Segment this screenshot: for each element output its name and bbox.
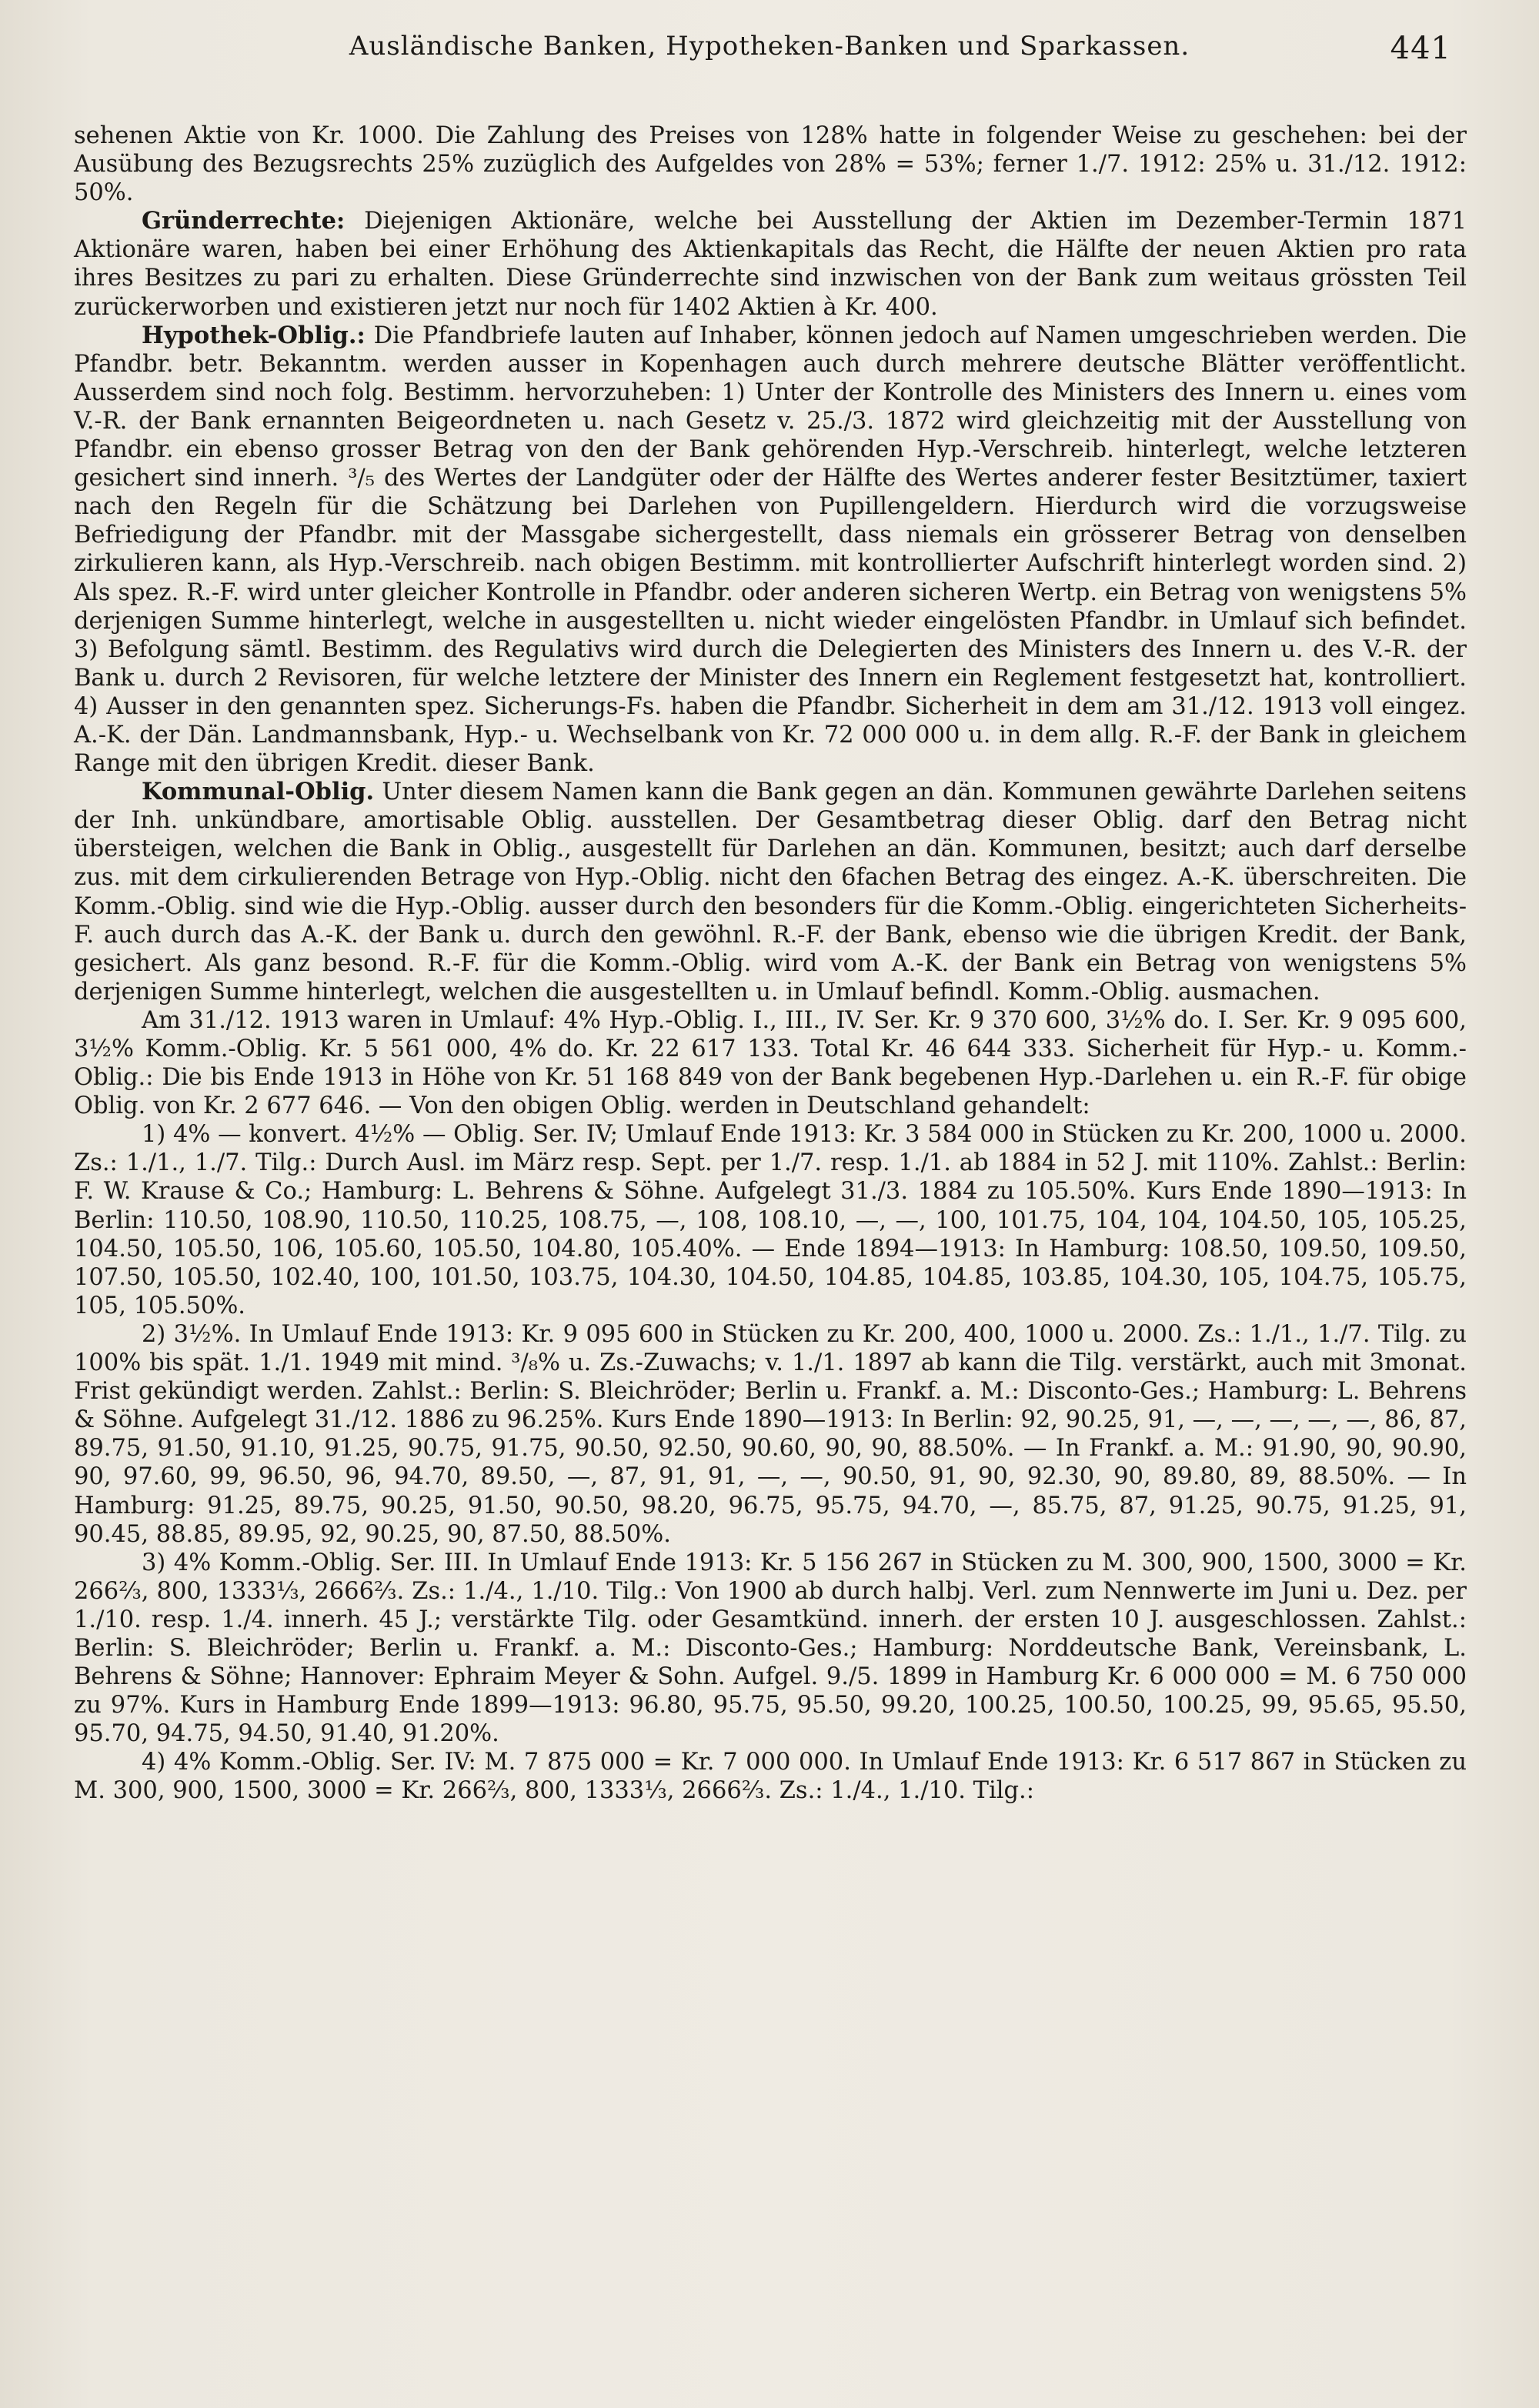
section-heading: Hypothek-Oblig.: <box>142 321 366 349</box>
section-heading: Gründerrechte: <box>142 207 346 235</box>
paragraph-three-half-percent <box>74 1320 1467 1549</box>
paragraph-text: 3) 4% Komm.-Oblig. Ser. III. In Umlauf Ende 1913: Kr. 5 156 267 in Stücken zu M. 300, 900, 1500, 3000 = Kr. 266⅔, 800, 1333⅓, 2666⅔. Zs.: 1./4., 1./10. Tilg.: Von 1900 ab durch halbj. Verl. zum Nennwerte im Juni u. Dez. per 1./10. resp. 1./4. innerh. 45 J.; verstärkte Tilg. oder Gesamtkünd. innerh. der ersten 10 J. ausgeschlossen. Zahlst.: Berlin: S. Bleichröder; Berlin u. Frankf. a. M.: Disconto-Ges.; Hamburg: Norddeutsche Bank, Vereinsbank, L. Behrens & Söhne; Hannover: Ephraim Meyer & Sohn. Aufgel. 9./5. 1899 in Hamburg Kr. 6 000 000 = M. 6 750 000 zu 97%. Kurs in Hamburg Ende 1899—1913: 96.80, 95.75, 95.50, 99.20, 100.25, 100.50, 100.25, 99, 95.65, 95.50, 95.70, 94.75, 94.50, 91.40, 91.20%. <box>74 1549 1467 1748</box>
section-heading: Kommunal-Oblig. <box>142 778 375 806</box>
paragraph-founder-rights <box>74 207 1467 321</box>
paragraph-text: sehenen Aktie von Kr. 1000. Die Zahlung des Preises von 128% hatte in folgender Weise zu geschehen: bei der Ausübung des Bezugsrechts 25% zuzüglich des Aufgeldes von 28% = 53%; ferner 1./7. 1912: 25% u. 31./12. 1912: 50%. <box>74 122 1467 207</box>
paragraph-text: 1) 4% — konvert. 4½% — Oblig. Ser. IV; Umlauf Ende 1913: Kr. 3 584 000 in Stücken zu Kr. 200, 1000 u. 2000. Zs.: 1./1., 1./7. Tilg.: Durch Ausl. im März resp. Sept. per 1./7. resp. 1./1. ab 1884 in 52 J. mit 110%. Zahlst.: Berlin: F. W. Krause & Co.; Hamburg: L. Behrens & Söhne. Aufgelegt 31./3. 1884 zu 105.50%. Kurs Ende 1890—1913: In Berlin: 110.50, 108.90, 110.50, 110.25, 108.75, —, 108, 108.10, —, —, 100, 101.75, 104, 104, 104.50, 105, 105.25, 104.50, 105.50, 106, 105.60, 105.50, 104.80, 105.40%. — Ende 1894—1913: In Hamburg: 108.50, 109.50, 109.50, 107.50, 105.50, 102.40, 100, 101.50, 103.75, 104.30, 104.50, 104.85, 104.85, 103.85, 104.30, 105, 104.75, 105.75, 105, 105.50%. <box>74 1121 1467 1319</box>
paragraph-circulation <box>74 1006 1467 1120</box>
paragraph-text: Diejenigen Aktionäre, welche bei Ausstellung der Aktien im Dezember-Termin 1871 Aktionäre waren, haben bei einer Erhöhung des Aktienkapitals das Recht, die Hälfte der neuen Aktien pro rata ihres Besitzes zu pari zu erhalten. Diese Gründerrechte sind inzwischen von der Bank zum weitaus grössten Teil zurückerworben und existieren jetzt nur noch für 1402 Aktien à Kr. 400. <box>74 208 1467 321</box>
paragraph-share-price <box>74 122 1467 207</box>
paragraph-mortgage-bonds <box>74 322 1467 779</box>
paragraph-komm-series-iii <box>74 1549 1467 1749</box>
paragraph-text: Am 31./12. 1913 waren in Umlauf: 4% Hyp.-Oblig. I., III., IV. Ser. Kr. 9 370 600, 3½% do. I. Ser. Kr. 9 095 600, 3½% Komm.-Oblig. Kr. 5 561 000, 4% do. Kr. 22 617 133. Total Kr. 46 644 333. Sicherheit für Hyp.- u. Komm.-Oblig.: Die bis Ende 1913 in Höhe von Kr. 51 168 849 von der Bank begebenen Hyp.-Darlehen u. ein R.-F. für obige Oblig. von Kr. 2 677 646. — Von den obigen Oblig. werden in Deutschland gehandelt: <box>74 1006 1467 1120</box>
running-title: Ausländische Banken, Hypotheken-Banken und Sparkassen. <box>349 31 1190 62</box>
paragraph-text: 4) 4% Komm.-Oblig. Ser. IV: M. 7 875 000 = Kr. 7 000 000. In Umlauf Ende 1913: Kr. 6 517 867 in Stücken zu M. 300, 900, 1500, 3000 = Kr. 266⅔, 800, 1333⅓, 2666⅔. Zs.: 1./4., 1./10. Tilg.: <box>74 1749 1467 1805</box>
paragraph-municipal-bonds <box>74 778 1467 1006</box>
running-header <box>46 31 1493 77</box>
body-text <box>74 122 1467 1806</box>
paragraph-text: Unter diesem Namen kann die Bank gegen an dän. Kommunen gewährte Darlehen seitens der Inh. unkündbare, amortisable Oblig. ausstellen. Der Gesamtbetrag dieser Oblig. darf den Betrag nicht übersteigen, welchen die Bank in Oblig., ausgestellt für Darlehen an dän. Kommunen, besitzt; auch darf derselbe zus. mit dem cirkulierenden Betrage von Hyp.-Oblig. nicht den 6fachen Betrag des eingez. A.-K. überschreiten. Die Komm.-Oblig. sind wie die Hyp.-Oblig. ausser durch den besonders für die Komm.-Oblig. eingerichteten Sicherheits-F. auch durch das A.-K. der Bank u. durch den gewöhnl. R.-F. der Bank, ebenso wie die übrigen Kredit. der Bank, gesichert. Als ganz besond. R.-F. für die Komm.-Oblig. wird vom A.-K. der Bank ein Betrag von wenigstens 5% derjenigen Summe hinterlegt, welchen die ausgestellten u. in Umlauf befindl. Komm.-Oblig. ausmachen. <box>74 779 1467 1006</box>
paragraph-text: Die Pfandbriefe lauten auf Inhaber, können jedoch auf Namen umgeschrieben werden. Die Pfandbr. betr. Bekanntm. werden ausser in Kopenhagen auch durch mehrere deutsche Blätter veröffentlicht. Ausserdem sind noch folg. Bestimm. hervorzuheben: 1) Unter der Kontrolle des Ministers des Innern u. eines vom V.-R. der Bank ernannten Beigeordneten u. nach Gesetz v. 25./3. 1872 wird gleichzeitig mit der Ausstellung von Pfandbr. ein ebenso grosser Betrag von den der Bank gehörenden Hyp.-Verschreib. hinterlegt, welche letzteren gesichert sind innerh. ³/₅ des Wertes der Landgüter oder der Hälfte des Wertes anderer fester Besitztümer, taxiert nach den Regeln für die Schätzung bei Darlehen von Pupillengeldern. Hierdurch wird die vorzugsweise Befriedigung der Pfandbr. mit der Massgabe sichergestellt, dass niemals ein grösserer Betrag von denselben zirkulieren kann, als Hyp.-Verschreib. nach obigen Bestimm. mit kontrollierter Aufschrift hinterlegt worden sind. 2) Als spez. R.-F. wird unter gleicher Kontrolle in Pfandbr. oder anderen sicheren Wertp. ein Betrag von wenigstens 5% derjenigen Summe hinterlegt, welche in ausgestellten u. nicht wieder eingelösten Pfandbr. in Umlauf sich befindet. 3) Befolgung sämtl. Bestimm. des Regulativs wird durch die Delegierten des Ministers des Innern u. des V.-R. der Bank u. durch 2 Revisoren, für welche letztere der Minister des Innern ein Reglement festgesetzt hat, kontrolliert. 4) Ausser in den genannten spez. Sicherungs-Fs. haben die Pfandbr. Sicherheit in dem am 31./12. 1913 voll eingez. A.-K. der Dän. Landmannsbank, Hyp.- u. Wechselbank von Kr. 72 000 000 u. in dem allg. R.-F. der Bank in gleichem Range mit den übrigen Kredit. dieser Bank. <box>74 322 1467 778</box>
paragraph-text: 2) 3½%. In Umlauf Ende 1913: Kr. 9 095 600 in Stücken zu Kr. 200, 400, 1000 u. 2000. Zs.: 1./1., 1./7. Tilg. zu 100% bis spät. 1./1. 1949 mit mind. ³/₈% u. Zs.-Zuwachs; v. 1./1. 1897 ab kann die Tilg. verstärkt, auch mit 3monat. Frist gekündigt werden. Zahlst.: Berlin: S. Bleichröder; Berlin u. Frankf. a. M.: Disconto-Ges.; Hamburg: L. Behrens & Söhne. Aufgelegt 31./12. 1886 zu 96.25%. Kurs Ende 1890—1913: In Berlin: 92, 90.25, 91, —, —, —, —, —, 86, 87, 89.75, 91.50, 91.10, 91.25, 90.75, 91.75, 90.50, 92.50, 90.60, 90, 90, 88.50%. — In Frankf. a. M.: 91.90, 90, 90.90, 90, 97.60, 99, 96.50, 96, 94.70, 89.50, —, 87, 91, 91, —, —, 90.50, 91, 90, 92.30, 90, 89.80, 89, 88.50%. — In Hamburg: 91.25, 89.75, 90.25, 91.50, 90.50, 98.20, 96.75, 95.75, 94.70, —, 85.75, 87, 91.25, 90.75, 91.25, 91, 90.45, 88.85, 89.95, 92, 90.25, 90, 87.50, 88.50%. <box>74 1320 1467 1548</box>
paragraph-komm-series-iv <box>74 1748 1467 1805</box>
paragraph-series-iv <box>74 1120 1467 1320</box>
page-number: 441 <box>1390 31 1451 66</box>
